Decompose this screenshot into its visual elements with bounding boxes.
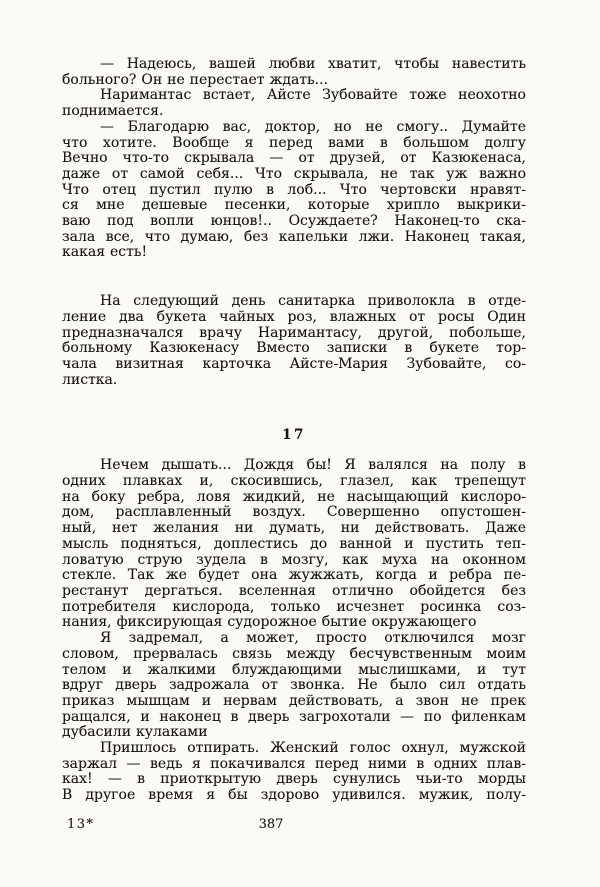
- text-line: что хотите. Вообще я перед вами в большом долгу: [62, 134, 526, 151]
- text-line: В другое время я бы здорово удивился. мужик, полу-: [62, 787, 526, 804]
- text-line: листка.: [62, 371, 118, 388]
- text-line: Вечно что-то скрывала — от друзей, от Казюкенаса,: [62, 150, 526, 167]
- text-line: Пришлось отпирать. Женский голос охнул, мужской: [100, 740, 526, 757]
- text-line: ся мне дешевые песенки, которые хрипло выкрики-: [62, 197, 526, 214]
- text-line: Я задремал, а может, просто отключился мозг: [100, 630, 526, 647]
- text-line: вдруг дверь задрожала от звонка. Не было сил отдать: [62, 677, 526, 694]
- text-line: словом, прервалась связь между бесчувственным моим: [62, 645, 526, 662]
- page-footer: [62, 817, 526, 835]
- section-number: 17: [282, 427, 306, 444]
- text-line: зала все, что думаю, без капельки лжи. Наконец такая,: [62, 228, 526, 245]
- text-line: рестанут дергаться. вселенная отлично обойдется без: [62, 582, 526, 599]
- paragraph: [62, 741, 526, 804]
- text-line: дом, расплавленный воздух. Совершенно опустошен-: [62, 504, 526, 521]
- text-line: какая есть!: [62, 244, 148, 261]
- text-line: ках! — в приоткрытую дверь сунулись чьи-то морды: [62, 771, 526, 788]
- text-line: ловатую струю зудела в мозгу, как муха на оконном: [62, 551, 526, 568]
- text-line: Наримантас встает, Айсте Зубовайте тоже неохотно: [100, 87, 526, 104]
- text-line: ление два букета чайных роз, влажных от росы Один: [62, 308, 526, 325]
- text-line: потребителя кислорода, только исчезнет росинка соз-: [62, 598, 526, 615]
- paragraph: [62, 458, 526, 631]
- paragraph: [62, 88, 526, 119]
- text-line: нания, фиксирующая судорожное бытие окружающего: [62, 614, 477, 631]
- text-line: дубасили кулаками: [62, 724, 208, 741]
- paragraph: [62, 631, 526, 741]
- paragraph: [62, 294, 526, 388]
- text-line: на боку ребра, ловя жидкий, не насыщающий кислоро-: [62, 488, 526, 505]
- text-line: ращался, и наконец в дверь загрохотали — по филенкам: [62, 708, 526, 725]
- text-line: стекле. Так же будет она жужжать, когда и ребра пе-: [62, 567, 526, 584]
- text-line: Нечем дышать... Дождя бы! Я валялся на полу в: [100, 457, 526, 474]
- text-line: поднимается.: [62, 103, 164, 120]
- text-line: ный, нет желания ни думать, ни действовать. Даже: [62, 520, 526, 537]
- text-line: Что отец пустил пулю в лоб... Что чертовски нравят-: [62, 181, 526, 198]
- text-line: телом и жалкими блуждающими мыслишками, и тут: [62, 661, 526, 678]
- paragraph: [62, 57, 526, 88]
- text-line: даже от самой себя... Что скрывала, не так уж важно: [62, 165, 526, 182]
- signature-mark: 13*: [67, 817, 95, 832]
- text-line: заржал — ведь я покачивался перед ними в одних плав-: [62, 755, 526, 772]
- text-line: больного? Он не перестает ждать...: [62, 71, 329, 88]
- text-line: мысль подняться, доплестись до ванной и пустить теп-: [62, 535, 526, 552]
- text-line: больному Казюкенасу Вместо записки в букете тор-: [62, 340, 526, 357]
- text-line: ваю под вопли юнцов!.. Осуждаете? Наконец-то ска-: [62, 213, 526, 230]
- text-line: На следующий день санитарка приволокла в отде-: [100, 293, 526, 310]
- paragraph: [62, 120, 526, 261]
- page-number: 387: [258, 817, 284, 832]
- text-line: приказ мышцам и нервам действовать, а звон не прек: [62, 692, 526, 709]
- text-line: предназначался врачу Наримантасу, другой, побольше,: [62, 324, 526, 341]
- text-line: одних плавках и, скосившись, глазел, как трепещут: [62, 473, 526, 490]
- text-line: чала визитная карточка Айсте-Мария Зубовайте, со-: [62, 355, 526, 372]
- scene-break: [62, 261, 526, 294]
- text-block: [62, 57, 526, 804]
- text-line: — Надеюсь, вашей любви хватит, чтобы навестить: [100, 56, 526, 72]
- text-line: — Благодарю вас, доктор, но не смогу.. Думайте: [100, 118, 526, 135]
